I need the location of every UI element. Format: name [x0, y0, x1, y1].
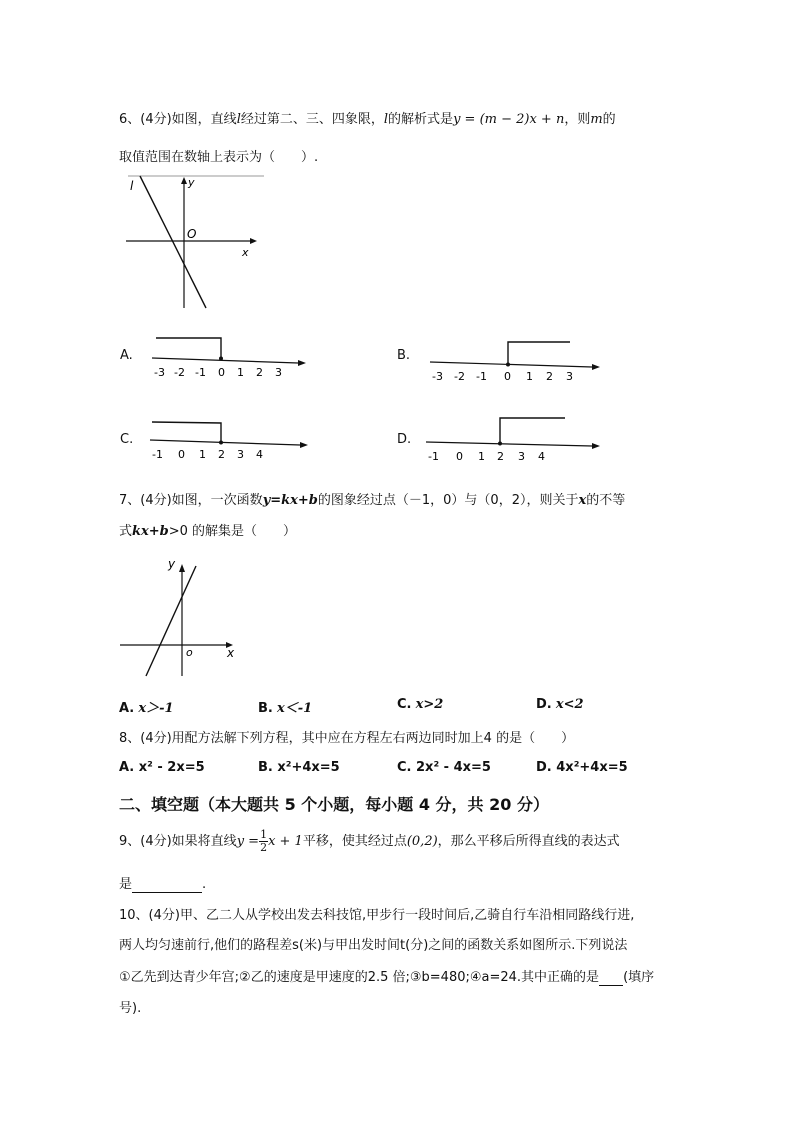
- q6-option-c-tick: 2: [218, 448, 225, 461]
- q6-stem-line1: 6、(4分)如图，直线l经过第二、三、四象限，l的解析式是y = (m − 2)x + n，则m的: [119, 112, 616, 127]
- q6-graph-label-o: O: [187, 227, 197, 241]
- q8-stem: 8、(4分)用配方法解下列方程，其中应在方程左右两边同时加上4 的是（ ）: [119, 731, 575, 746]
- q6-var-l-2: l: [383, 112, 389, 127]
- q7-stem-line2: 式kx+b>0 的解集是（ ）: [119, 524, 297, 539]
- q6-option-b-tick: -2: [454, 370, 465, 383]
- q6-option-a-tick: 0: [218, 366, 225, 379]
- q9-eq-rest: x + 1: [268, 834, 303, 849]
- q10-answer-blank[interactable]: [599, 970, 623, 986]
- q6-option-d-letter[interactable]: D.: [397, 432, 412, 447]
- q7-graph: [116, 552, 246, 682]
- q6-stem-line2: 取值范围在数轴上表示为（ ）.: [119, 150, 319, 165]
- q6-option-b-tick: 1: [526, 370, 533, 383]
- q6-option-d-tick: 0: [456, 450, 463, 462]
- q6-option-c-numberline: [146, 416, 316, 462]
- q6-option-b-range: [508, 342, 570, 364]
- q6-option-d-tick: 2: [497, 450, 504, 462]
- q6-option-b-tick: 0: [504, 370, 511, 383]
- q10-stem-line4: 号).: [119, 1001, 142, 1016]
- q6-option-c-arrow: [300, 442, 308, 448]
- q6-option-d-arrow: [592, 443, 600, 449]
- q7-var-x: x: [578, 493, 587, 508]
- q7-function: y=kx+b: [262, 493, 318, 508]
- q9-point: (0,2): [406, 834, 438, 849]
- q6-option-b-point: [506, 363, 510, 367]
- q6-option-d-point: [498, 442, 502, 446]
- q10-stem-line1: 10、(4分)甲、乙二人从学校出发去科技馆,甲步行一段时间后,乙骑自行车沿相同路线行进,: [119, 908, 635, 923]
- q10-stem-line2: 两人均匀速前行,他们的路程差s(米)与甲出发时间t(分)之间的函数关系如图所示.下列说法: [119, 938, 628, 953]
- q7-option-b[interactable]: B. x＜-1: [258, 701, 313, 716]
- q6-option-c-tick: 1: [199, 448, 206, 461]
- q6-option-a-point: [219, 357, 223, 361]
- q7-graph-line: [146, 566, 196, 676]
- q6-graph-label-x: x: [242, 246, 249, 259]
- q6-option-a-range: [156, 338, 221, 358]
- q7-inequality: kx+b: [132, 524, 169, 539]
- q6-formula: y = (m − 2)x + n: [453, 112, 565, 127]
- q6-option-b-arrow: [592, 364, 600, 370]
- q6-option-c-tick: 4: [256, 448, 263, 461]
- q7-option-d[interactable]: D. x<2: [536, 697, 584, 712]
- q6-option-b-axis: [430, 362, 592, 367]
- q8-option-d[interactable]: D. 4x²+4x=5: [536, 760, 628, 775]
- q6-option-b-tick: 2: [546, 370, 553, 383]
- q6-option-d-axis: [426, 442, 592, 446]
- q6-graph-label-y: y: [188, 176, 195, 189]
- q6-option-c-axis: [150, 440, 300, 445]
- q6-option-b-numberline: [426, 338, 606, 384]
- q6-graph-label-l: l: [130, 179, 134, 193]
- q6-var-m: m: [590, 112, 603, 127]
- q6-option-a-tick: 3: [275, 366, 282, 379]
- q6-option-d-tick: -1: [428, 450, 439, 462]
- q7-option-a[interactable]: A. x＞-1: [119, 701, 174, 716]
- q6-option-a-tick: -3: [154, 366, 165, 379]
- q7-option-c[interactable]: C. x>2: [397, 697, 444, 712]
- q10-stem-line3: ①乙先到达青少年宫;②乙的速度是甲速度的2.5 倍;③b=480;④a=24.其中正确的是 (填序: [119, 970, 655, 985]
- q6-option-c-tick: -1: [152, 448, 163, 461]
- q6-option-a-letter[interactable]: A.: [120, 348, 133, 363]
- q7-stem-line1: 7、(4分)如图，一次函数y=kx+b的图象经过点（－1，0）与（0，2），则关于x的不等: [119, 493, 626, 508]
- q6-option-b-tick: -3: [432, 370, 443, 383]
- q6-option-a-axis: [152, 358, 298, 363]
- q6-option-a-tick: 1: [237, 366, 244, 379]
- q6-option-d-tick: 4: [538, 450, 545, 462]
- q7-graph-label-x: x: [227, 646, 235, 660]
- q9-eq-y: y =: [236, 834, 260, 849]
- q6-option-a-numberline: [148, 334, 313, 380]
- q6-option-c-letter[interactable]: C.: [120, 432, 134, 447]
- q6-option-c-tick: 3: [237, 448, 244, 461]
- q9-fraction: $\frac{1}{2}$: [260, 828, 268, 854]
- q6-option-a-arrow: [298, 360, 306, 366]
- q6-option-d-tick: 3: [518, 450, 525, 462]
- q6-var-l: l: [236, 112, 241, 127]
- q6-option-d-numberline: [422, 412, 607, 462]
- q6-graph-x-arrow: [250, 238, 257, 244]
- q6-option-b-letter[interactable]: B.: [397, 348, 411, 363]
- q6-option-d-tick: 1: [478, 450, 485, 462]
- q6-option-d-range: [500, 418, 565, 444]
- q7-graph-label-y: y: [168, 557, 176, 571]
- q6-graph-y-arrow: [181, 177, 187, 184]
- q9-answer-blank[interactable]: [132, 877, 202, 893]
- q8-option-b[interactable]: B. x²+4x=5: [258, 760, 340, 775]
- q6-graph: [118, 172, 268, 312]
- q9-stem-line2: 是 .: [119, 877, 207, 892]
- q6-option-a-tick: -2: [174, 366, 185, 379]
- q6-option-b-tick: -1: [476, 370, 487, 383]
- q8-option-a[interactable]: A. x² - 2x=5: [119, 760, 205, 775]
- q6-option-a-tick: 2: [256, 366, 263, 379]
- q7-graph-label-o: o: [186, 646, 193, 659]
- q6-option-a-tick: -1: [195, 366, 206, 379]
- q9-stem-line1: 9、(4分)如果将直线y = $\frac{1}{2}$ x + 1平移，使其经过点(0,2)，那么平移后所得直线的表达式: [119, 828, 620, 854]
- q6-option-c-point: [219, 441, 223, 445]
- q6-graph-line-l: [140, 176, 206, 308]
- q8-option-c[interactable]: C. 2x² - 4x=5: [397, 760, 491, 775]
- q6-option-c-tick: 0: [178, 448, 185, 461]
- section-2-title: 二、填空题（本大题共 5 个小题，每小题 4 分，共 20 分）: [119, 795, 549, 814]
- q6-option-b-tick: 3: [566, 370, 573, 383]
- q7-graph-y-arrow: [179, 564, 185, 572]
